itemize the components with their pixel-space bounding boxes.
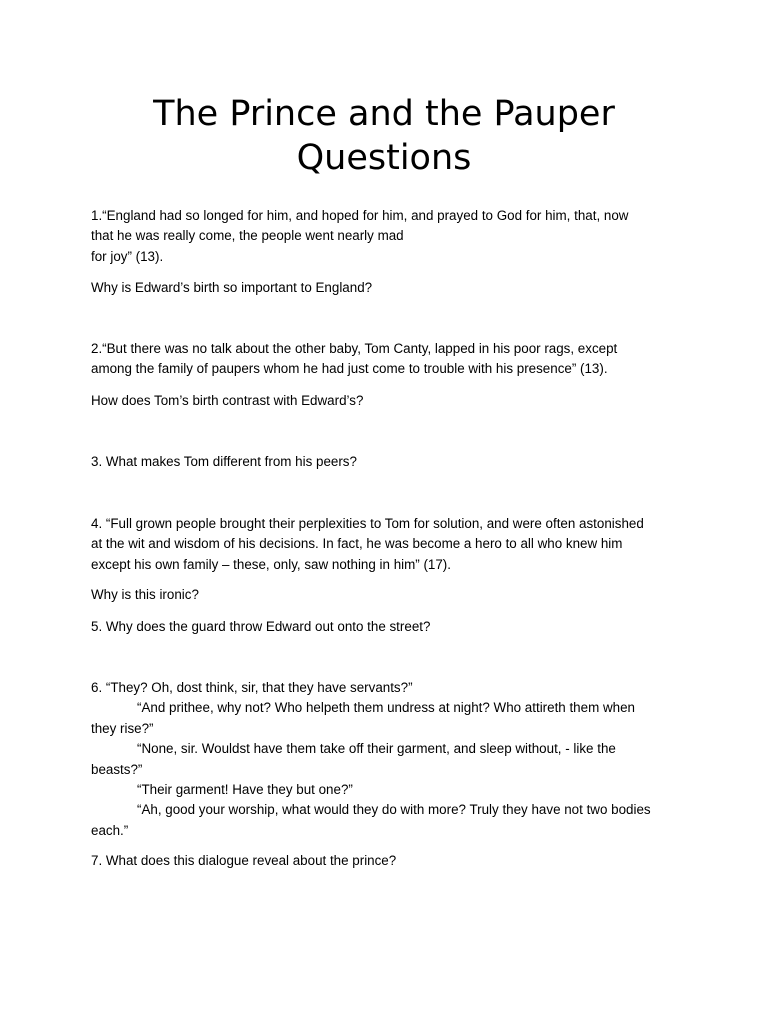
q6-dialogue-line-1: 6. “They? Oh, dost think, sir, that they have servants?” <box>91 680 413 695</box>
q2-quote-line-2: among the family of paupers whom he had just come to trouble with his presence” (13). <box>91 361 608 377</box>
q6-dialogue-line-4: “None, sir. Wouldst have them take off their garment, and sleep without, - like the <box>137 741 616 757</box>
q6-dialogue-line-8: each.” <box>91 822 129 838</box>
q3-question: 3. What makes Tom different from his peers? <box>91 454 357 469</box>
q2-quote-line-1: 2.“But there was no talk about the other baby, Tom Canty, lapped in his poor rags, except <box>91 341 618 356</box>
q1-quote-line-3: for joy” (13). <box>91 248 164 264</box>
title-line-2: Questions <box>296 138 472 178</box>
q4-quote-line-2: at the wit and wisdom of his decisions. In fact, he was become a hero to all who knew him <box>91 536 623 552</box>
q6-dialogue-line-2: “And prithee, why not? Who helpeth them undress at night? Who attireth them when <box>137 700 635 716</box>
q2-question: How does Tom’s birth contrast with Edward’s? <box>91 393 364 408</box>
q6-dialogue-line-5: beasts?” <box>91 761 143 777</box>
q6-dialogue-line-7: “Ah, good your worship, what would they do with more? Truly they have not two bodies <box>137 802 651 818</box>
q7-question: 7. What does this dialogue reveal about the prince? <box>91 853 397 868</box>
q6-dialogue-line-3: they rise?” <box>91 720 154 736</box>
title-line-1: The Prince and the Pauper <box>153 94 615 134</box>
q4-quote-line-3: except his own family – these, only, saw nothing in him” (17). <box>91 556 451 572</box>
q5-question: 5. Why does the guard throw Edward out onto the street? <box>91 619 431 634</box>
q1-quote-line-2: that he was really come, the people went nearly mad <box>91 228 404 244</box>
page-title <box>0 92 768 180</box>
q1-question: Why is Edward’s birth so important to England? <box>91 280 373 295</box>
q4-quote <box>91 514 691 575</box>
q1-quote <box>91 206 691 267</box>
q6-dialogue <box>91 678 691 841</box>
q1-quote-line-1: 1.“England had so longed for him, and hoped for him, and prayed to God for him, that, now <box>91 208 629 223</box>
q6-dialogue-line-6: “Their garment! Have they but one?” <box>137 782 353 798</box>
q2-quote <box>91 339 691 380</box>
q4-quote-line-1: 4. “Full grown people brought their perplexities to Tom for solution, and were often astonished <box>91 516 644 531</box>
q4-question: Why is this ironic? <box>91 587 199 602</box>
